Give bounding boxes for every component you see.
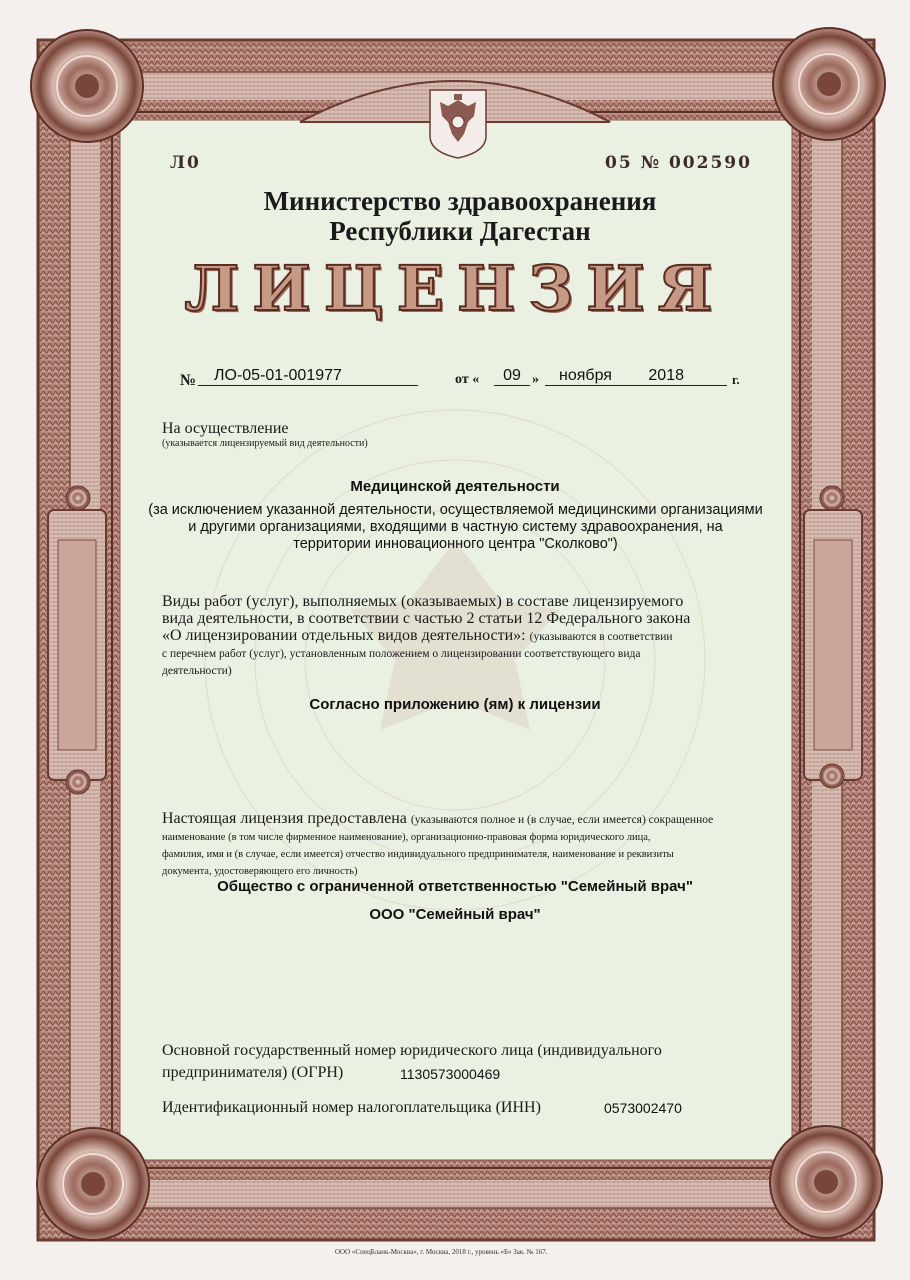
activity-value: Медицинской деятельности <box>350 478 560 495</box>
series-number: 05 № 002590 <box>605 153 752 173</box>
date-prefix: от « <box>455 372 480 387</box>
corner-rosette-icon <box>31 30 143 142</box>
printer-note: ООО «СпецБланк-Москва», г. Москва, 2018 г., уровень «Б» Зак. № 167. <box>335 1248 548 1256</box>
corner-rosette-icon <box>770 1126 882 1238</box>
license-number: ЛО-05-01-001977 <box>198 367 418 386</box>
activity-note: (за исключением указанной деятельности, осуществляемой медицинскими организациями и другими организациями, входящими в частную систему здравоохранения, на территории инновационного центра "Сколково") <box>148 502 763 552</box>
holder-description: Настоящая лицензия предоставлена (указываются полное и (в случае, если имеется) сокращенное наименование (в том числе фирменное наименование), организационно-правовая форма юридического лица, фамилия, имя и (в случае, если имеется) отчество индивидуального предпринимателя, наименование и реквизиты документа, удостоверяющего его личность) <box>162 810 714 877</box>
russian-coat-of-arms-icon <box>426 86 490 160</box>
year-suffix: г. <box>732 372 740 387</box>
inn-value: 0573002470 <box>604 1100 682 1116</box>
ministry-name <box>160 186 760 246</box>
number-prefix: № <box>180 372 197 389</box>
license-month-year: ноября 2018 <box>545 367 727 386</box>
license-day: 09 <box>494 367 530 386</box>
holder-full-name: Общество с ограниченной ответственностью "Семейный врач" <box>217 878 693 895</box>
series-left: Л0 <box>170 153 201 173</box>
activity-label: На осуществление <box>162 420 289 437</box>
ministry-line-1: Министерство здравоохранения <box>263 186 657 216</box>
activity-hint: (указывается лицензируемый вид деятельности) <box>162 438 368 449</box>
holder-short-name: ООО "Семейный врач" <box>369 906 541 923</box>
corner-rosette-icon <box>773 28 885 140</box>
ogrn-label: Основной государственный номер юридического лица (индивидуального предпринимателя) (ОГРН) <box>162 1042 662 1081</box>
works-description: Виды работ (услуг), выполняемых (оказываемых) в составе лицензируемого вида деятельности, в соответствии с частью 2 статьи 12 Федерального закона «О лицензировании отдельных видов деятельности»: (указываются в соответствии с перечнем работ (услуг), установленным положением о лицензировании соответствующего вида деятельности) <box>162 593 691 677</box>
ogrn-value: 1130573000469 <box>400 1066 501 1082</box>
works-value: Согласно приложению (ям) к лицензии <box>309 696 601 713</box>
ministry-line-2: Республики Дагестан <box>329 216 591 246</box>
document-title: ЛИЦЕНЗИЯ <box>184 252 726 325</box>
date-mid: » <box>532 372 539 387</box>
inn-label: Идентификационный номер налогоплательщика (ИНН) <box>162 1099 541 1116</box>
corner-rosette-icon <box>37 1128 149 1240</box>
